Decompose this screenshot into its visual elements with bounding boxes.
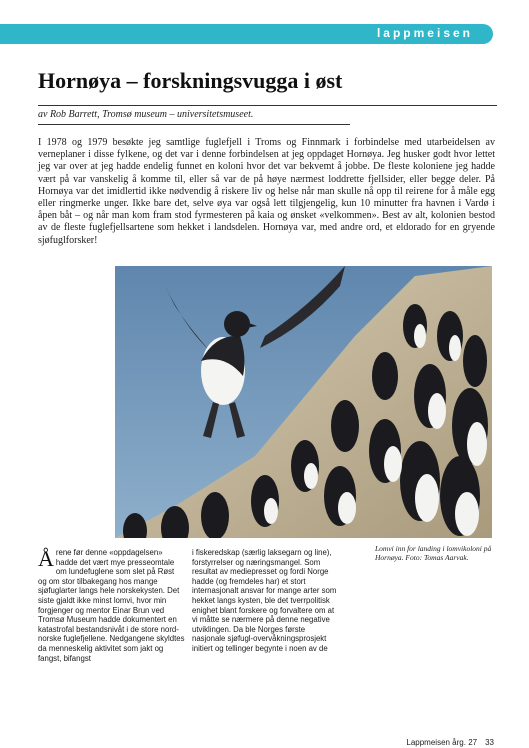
body-column-2: i fiskeredskap (særlig laksegarn og line), forstyrrelser og næringsmangel. Som resultat av mediepresset og fordi Norge hadde (og fremdeles har) et stort internasjonalt ansvar for mange arter som hekket langs kysten, ble det tverrpolitisk enighet blant forskere og forvaltere om at vi måtte se nærmere på denne negative utviklingen. Da ble Norges første nasjonale sjøfugl-overvåkningsprosjekt initiert og tellinger begynte i noen av de — [192, 548, 337, 653]
header-band — [0, 24, 493, 44]
intro-paragraph: I 1978 og 1979 besøkte jeg samtlige fuglefjell i Troms og Finnmark i forbindelse med utarbeidelsen av verneplaner i disse fylkene, og det var i denne forbindelsen at jeg oppdaget Hornøya. Jeg husker godt hvor lettet jeg var over at jeg hadde endelig funnet en koloni hvor det var bekvemt å jobbe. De fleste koloniene jeg hadde vært på var vanskelig å komme til, eller så var de på høye nærmest loddrette fjellsider, eller begge deler. På Hornøya var det imidlertid ikke nødvendig å riskere liv og helse når man skulle nå opp til reirene for å måle egg eller ringmerke unger. Ikke bare det, selve øya var også lett tilgjengelig, kun 10 minutter fra havnen i Vardø i åpen båt – og når man kom fram stod fyrmesteren på kaia og ønsket «velkommen». Best av alt, kolonien bestod av de fleste fuglefjellsartene som hekket i landsdelen. Hornøya var, med andre ord, et eldorado for en gryende sjøfuglforsker! — [38, 137, 495, 246]
page-footer — [406, 738, 494, 747]
page-number: 33 — [485, 738, 494, 747]
byline: av Rob Barrett, Tromsø museum – universitetsmuseet. — [38, 109, 254, 120]
byline-rule — [38, 124, 350, 125]
guillemot-photo — [115, 266, 492, 538]
photo-caption: Lomvi inn for landing i lomvikoloni på Hornøya. Foto: Tomas Aarvak. — [375, 544, 492, 562]
body-column-1 — [38, 548, 185, 663]
section-label: lappmeisen — [376, 26, 473, 40]
drop-cap: Å — [38, 546, 54, 571]
body-column-1-text: rene før denne «oppdagelsen» hadde det vært mye presseomtale om lundefuglene som slet på Røst og om stor tilbakegang hos mange sjøfuglarter langs hele norskekysten. Det siste gjaldt ikke minst lomvi, hvor min forgjenger og mentor Einar Brun ved Tromsø Museum hadde dokumentert en katastrofal bestandsnivåt i de store nord-norske fuglefjellene. Nedgangene skyldtes da menneskelig aktivitet som jakt og fangst, bifangst — [38, 548, 185, 663]
issue-label: Lappmeisen årg. 27 — [406, 738, 478, 747]
title-rule — [38, 105, 497, 106]
article-title: Hornøya – forskningsvugga i øst — [38, 68, 343, 93]
